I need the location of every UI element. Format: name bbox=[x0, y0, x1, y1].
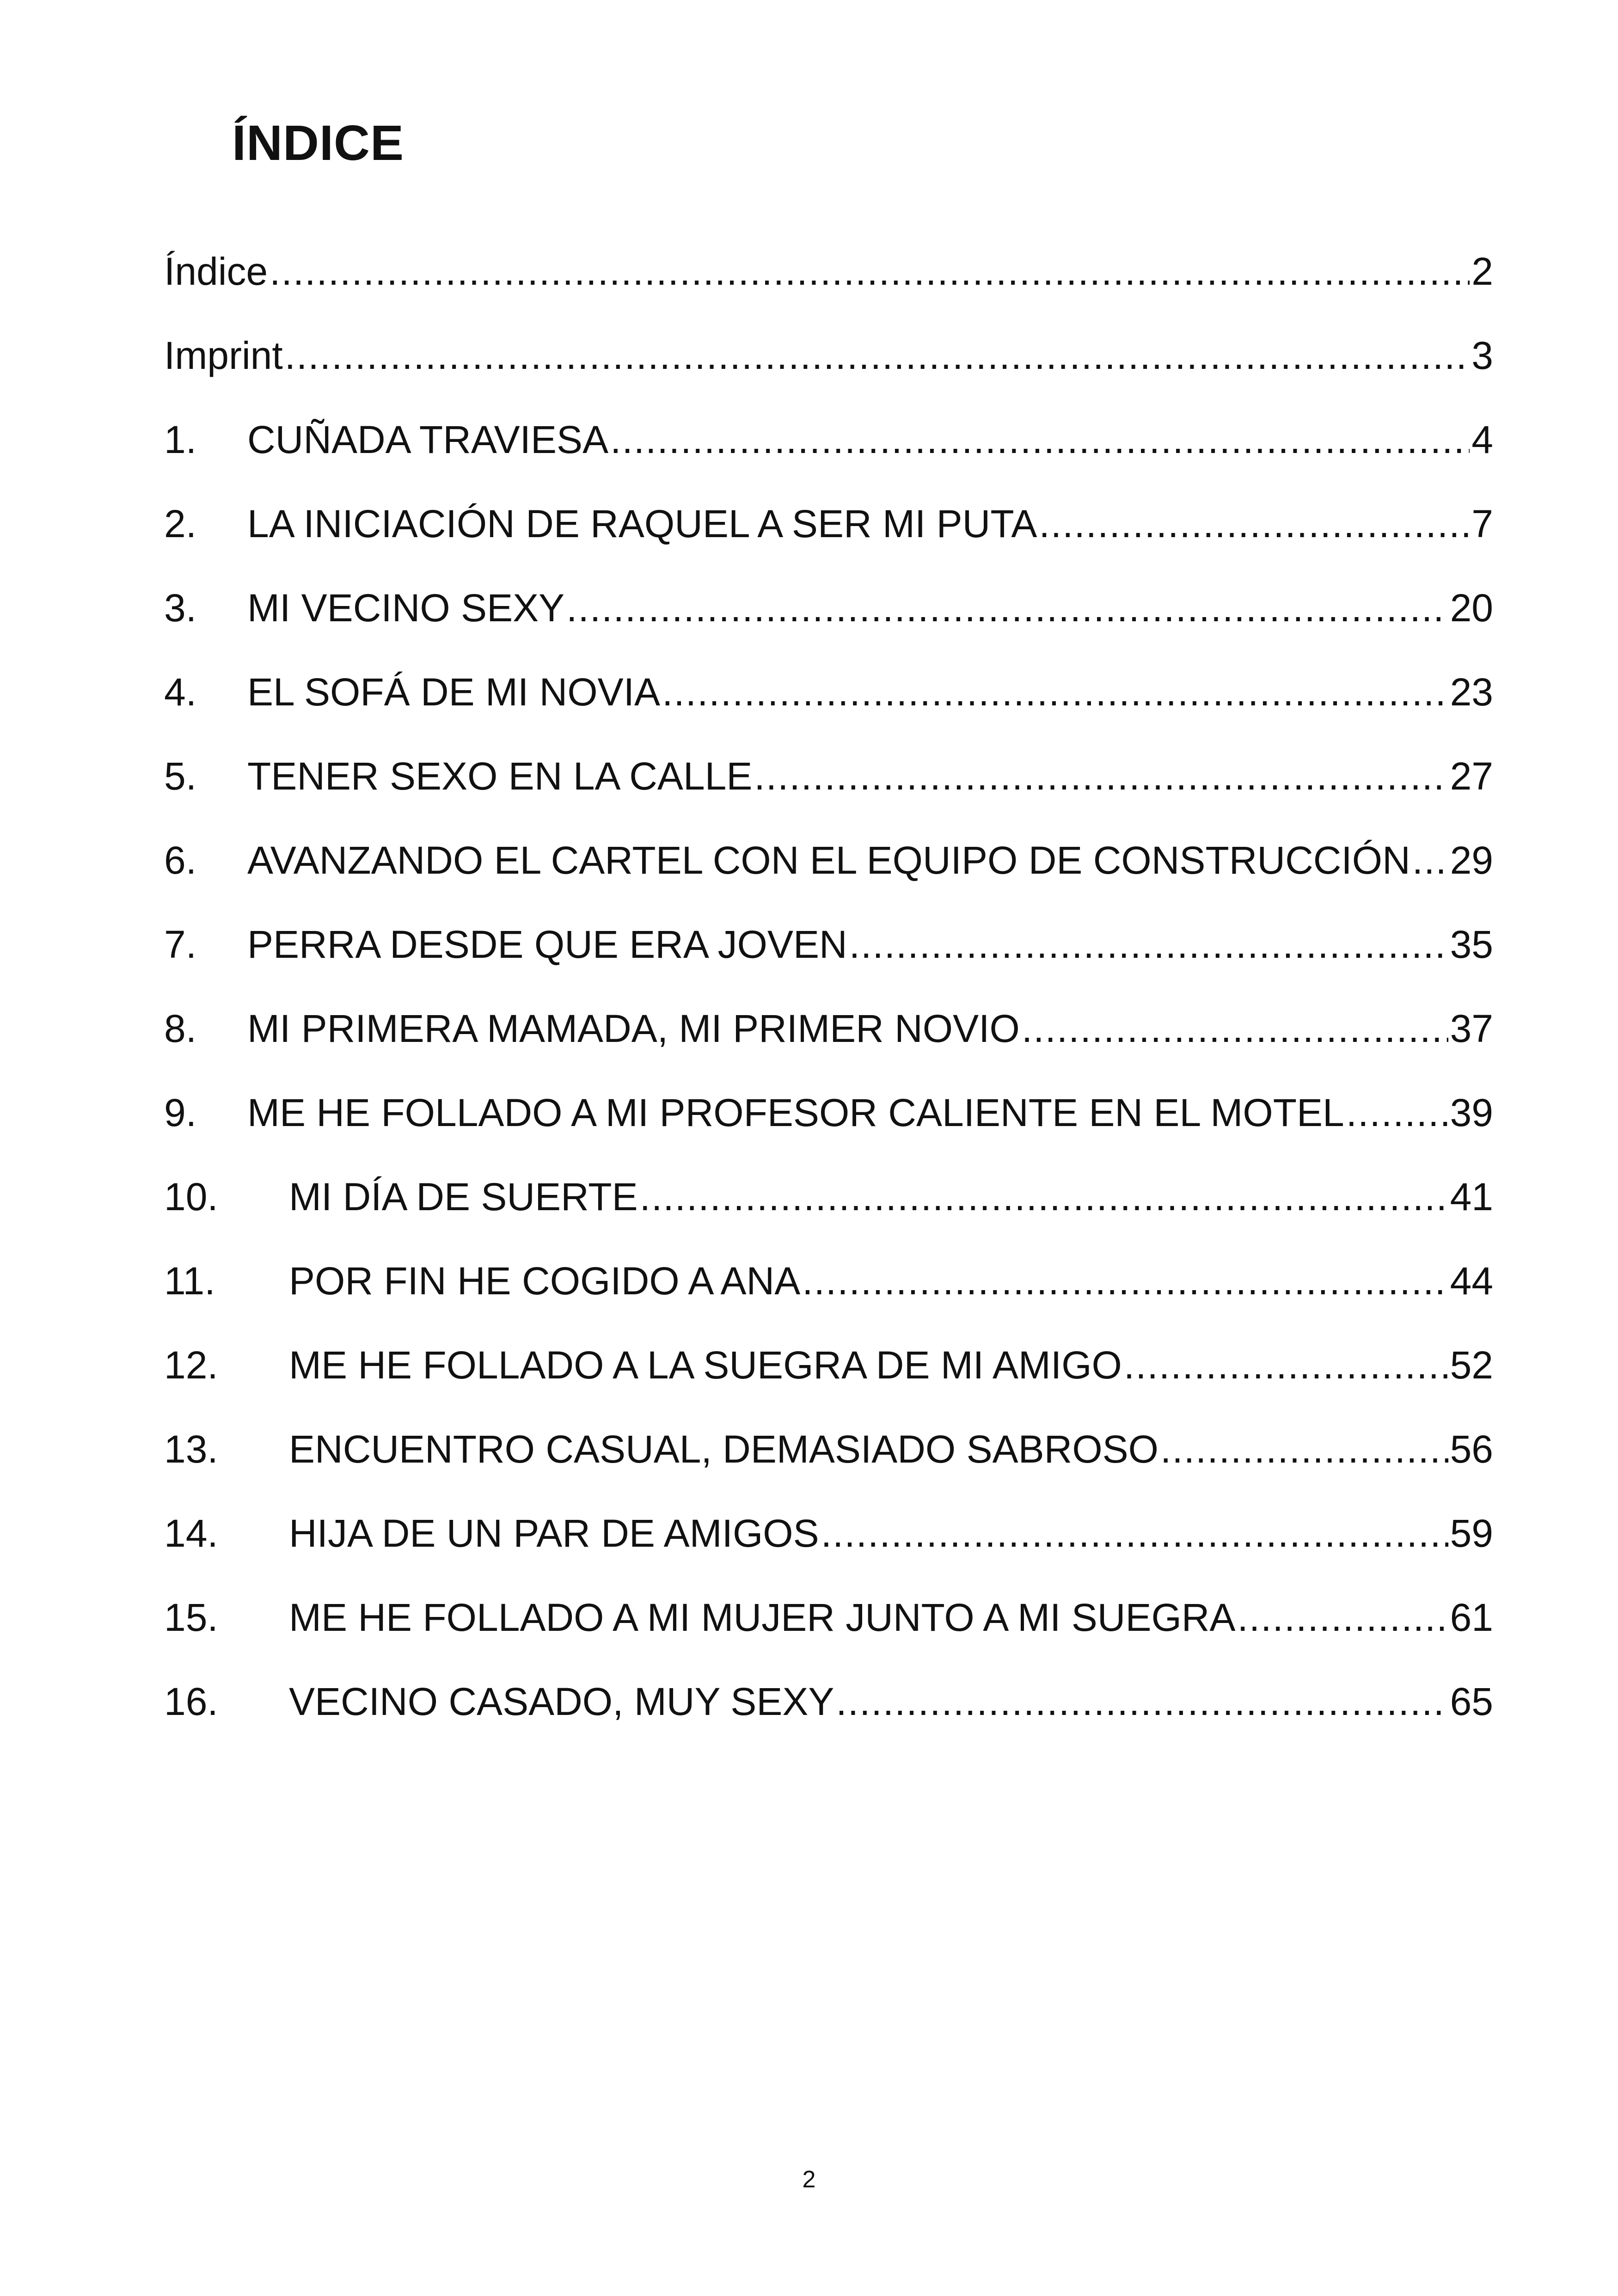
toc-entry-page: 35 bbox=[1450, 923, 1493, 966]
toc-entry[interactable] bbox=[164, 1177, 1493, 1261]
toc-entry-number: 1. bbox=[164, 418, 197, 461]
toc-dot-leader bbox=[821, 1514, 1448, 1553]
toc-entry-number: 14. bbox=[164, 1512, 218, 1555]
toc-entry-page: 39 bbox=[1450, 1091, 1493, 1134]
toc-entry-page: 56 bbox=[1450, 1427, 1493, 1471]
toc-entry-page: 65 bbox=[1450, 1680, 1493, 1723]
toc-entry-number: 15. bbox=[164, 1596, 218, 1639]
toc-entry-page: 44 bbox=[1450, 1259, 1493, 1303]
toc-dot-leader bbox=[640, 1177, 1448, 1216]
toc-dot-leader bbox=[1022, 1009, 1448, 1048]
toc-entry-title: POR FIN HE COGIDO A ANA bbox=[289, 1259, 801, 1303]
toc-entry-number: 3. bbox=[164, 586, 197, 630]
toc-entry-page: 3 bbox=[1471, 334, 1493, 377]
toc-entry-number: 6. bbox=[164, 839, 197, 882]
toc-entry[interactable] bbox=[164, 1427, 1493, 1514]
toc-entry-page: 2 bbox=[1471, 250, 1493, 293]
footer-page-number: 2 bbox=[802, 2166, 816, 2193]
toc-entry-title: ENCUENTRO CASUAL, DEMASIADO SABROSO bbox=[289, 1427, 1159, 1471]
toc-entry-title: LA INICIACIÓN DE RAQUEL A SER MI PUTA bbox=[247, 502, 1037, 545]
toc-entry-title: MI VECINO SEXY bbox=[247, 586, 565, 630]
toc-entry-title: Índice bbox=[164, 250, 268, 293]
toc-entry-page: 52 bbox=[1450, 1343, 1493, 1387]
toc-entry[interactable] bbox=[164, 588, 1493, 673]
toc-entry-number: 16. bbox=[164, 1680, 218, 1723]
toc-dot-leader bbox=[836, 1682, 1448, 1721]
toc-entry[interactable] bbox=[164, 1598, 1493, 1682]
toc-entry[interactable] bbox=[164, 1682, 1493, 1766]
toc-dot-leader bbox=[1039, 504, 1470, 543]
toc-entry-page: 27 bbox=[1450, 754, 1493, 798]
toc-entry-number: 12. bbox=[164, 1343, 218, 1387]
toc-entry-page: 29 bbox=[1450, 839, 1493, 882]
toc-entry-title: VECINO CASADO, MUY SEXY bbox=[289, 1680, 834, 1723]
toc-entry-page: 37 bbox=[1450, 1007, 1493, 1050]
toc-entry-title: AVANZANDO EL CARTEL CON EL EQUIPO DE CONSTRUCCIÓN bbox=[247, 839, 1410, 882]
toc-dot-leader bbox=[1238, 1598, 1448, 1637]
toc-entry-page: 61 bbox=[1450, 1596, 1493, 1639]
toc-entry[interactable] bbox=[164, 252, 1493, 336]
toc-entry-number: 11. bbox=[164, 1259, 215, 1303]
toc-entry-page: 23 bbox=[1450, 670, 1493, 714]
toc-entry[interactable] bbox=[164, 841, 1493, 925]
toc-entry[interactable] bbox=[164, 1343, 1493, 1430]
toc-entry[interactable] bbox=[164, 670, 1493, 757]
toc-entry-title: ME HE FOLLADO A LA SUEGRA DE MI AMIGO bbox=[289, 1343, 1122, 1387]
toc-entry[interactable] bbox=[164, 1514, 1493, 1598]
toc-dot-leader bbox=[1160, 1430, 1448, 1469]
toc-entry[interactable] bbox=[164, 420, 1493, 504]
toc-entry-page: 7 bbox=[1471, 502, 1493, 545]
toc-entry-number: 2. bbox=[164, 502, 197, 545]
toc-entry-page: 41 bbox=[1450, 1175, 1493, 1218]
toc-entry[interactable] bbox=[164, 1261, 1493, 1346]
toc-dot-leader bbox=[566, 588, 1448, 627]
toc-entry-page: 20 bbox=[1450, 586, 1493, 630]
toc-dot-leader bbox=[1412, 841, 1448, 880]
toc-entry-title: MI DÍA DE SUERTE bbox=[289, 1175, 638, 1218]
toc-entry-title: PERRA DESDE QUE ERA JOVEN bbox=[247, 923, 847, 966]
toc-entry-number: 5. bbox=[164, 754, 197, 798]
toc-entry-title: ME HE FOLLADO A MI MUJER JUNTO A MI SUEGRA bbox=[289, 1596, 1236, 1639]
toc-entry-page: 4 bbox=[1471, 418, 1493, 461]
toc-dot-leader bbox=[754, 757, 1448, 796]
toc-entry[interactable] bbox=[164, 1093, 1493, 1177]
toc-entry-title: EL SOFÁ DE MI NOVIA bbox=[247, 670, 661, 714]
toc-entry-page: 59 bbox=[1450, 1512, 1493, 1555]
toc-entry[interactable] bbox=[164, 336, 1493, 420]
toc-entry-title: ME HE FOLLADO A MI PROFESOR CALIENTE EN EL MOTEL bbox=[247, 1091, 1344, 1134]
table-of-contents bbox=[164, 252, 1493, 1766]
toc-entry-number: 8. bbox=[164, 1007, 197, 1050]
toc-entry[interactable] bbox=[164, 925, 1493, 1009]
toc-entry[interactable] bbox=[164, 1009, 1493, 1093]
toc-dot-leader bbox=[610, 420, 1470, 459]
toc-entry-number: 7. bbox=[164, 923, 197, 966]
page-heading: ÍNDICE bbox=[232, 115, 404, 171]
toc-entry-title: TENER SEXO EN LA CALLE bbox=[247, 754, 753, 798]
toc-dot-leader bbox=[802, 1261, 1448, 1300]
toc-dot-leader bbox=[849, 925, 1448, 964]
toc-dot-leader bbox=[285, 336, 1470, 375]
toc-entry-title: Imprint bbox=[164, 334, 283, 377]
toc-entry-number: 4. bbox=[164, 670, 197, 714]
toc-dot-leader bbox=[1346, 1093, 1448, 1132]
toc-dot-leader bbox=[662, 673, 1448, 711]
toc-entry[interactable] bbox=[164, 754, 1493, 841]
toc-entry[interactable] bbox=[164, 504, 1493, 588]
toc-entry-number: 13. bbox=[164, 1427, 218, 1471]
toc-entry-title: CUÑADA TRAVIESA bbox=[247, 418, 609, 461]
toc-entry-title: HIJA DE UN PAR DE AMIGOS bbox=[289, 1512, 819, 1555]
toc-dot-leader bbox=[270, 252, 1470, 291]
toc-entry-title: MI PRIMERA MAMADA, MI PRIMER NOVIO bbox=[247, 1007, 1020, 1050]
toc-entry-number: 9. bbox=[164, 1091, 197, 1134]
toc-entry-number: 10. bbox=[164, 1175, 218, 1218]
toc-dot-leader bbox=[1124, 1346, 1448, 1384]
